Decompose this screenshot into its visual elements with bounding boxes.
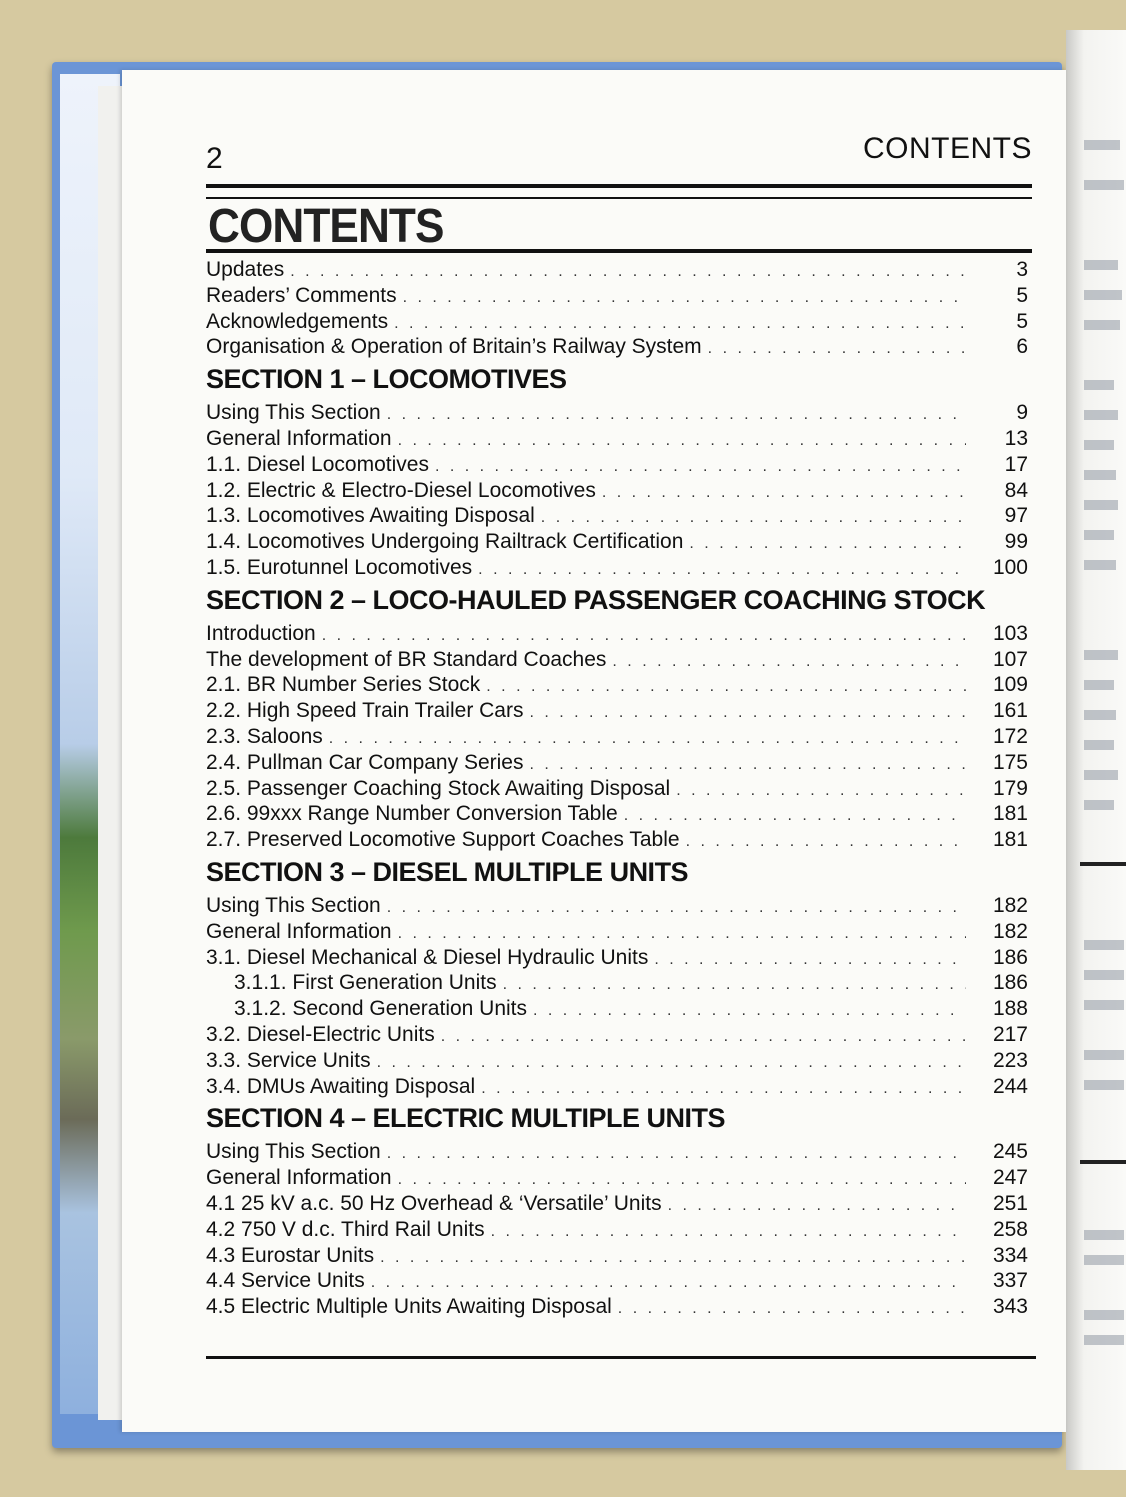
dot-leader: [322, 627, 966, 645]
dot-leader: [387, 406, 966, 424]
toc-entry-label: 1.2. Electric & Electro-Diesel Locomotives: [206, 478, 596, 502]
toc-entry-page: 186: [992, 945, 1028, 969]
toc-entry: [206, 1269, 1028, 1295]
dot-leader: [541, 509, 966, 527]
toc-entry-page: 103: [992, 621, 1028, 645]
toc-entry-label: 1.1. Diesel Locomotives: [206, 452, 429, 476]
toc-entry: [206, 335, 1028, 361]
toc-entry-page: 6: [1016, 335, 1028, 359]
toc-entry-label: 2.4. Pullman Car Company Series: [206, 750, 524, 774]
toc-entry-page: 186: [992, 971, 1028, 995]
toc-entry-label: 4.2 750 V d.c. Third Rail Units: [206, 1217, 485, 1241]
toc-entry: [206, 777, 1028, 803]
dot-leader: [618, 1300, 966, 1318]
dot-leader: [441, 1028, 966, 1046]
toc-entry-label: Using This Section: [206, 401, 381, 425]
toc-entry: [206, 401, 1028, 427]
toc-entry-page: 161: [992, 699, 1028, 723]
toc-entry: [206, 1192, 1028, 1218]
toc-entry-page: 258: [992, 1217, 1028, 1241]
toc-entry-label: 3.3. Service Units: [206, 1048, 371, 1072]
toc-entry: [206, 971, 1028, 997]
toc-entry-label: 1.4. Locomotives Undergoing Railtrack Certification: [206, 530, 684, 554]
toc-entry-label: Using This Section: [206, 1140, 381, 1164]
toc-entry-label: 4.3 Eurostar Units: [206, 1243, 375, 1267]
toc-entry: [206, 751, 1028, 777]
toc-entry-page: 181: [992, 802, 1028, 826]
toc-entry: [206, 258, 1028, 284]
toc-entry-label: 2.1. BR Number Series Stock: [206, 673, 481, 697]
dot-leader: [486, 678, 966, 696]
page-number: 2: [206, 142, 223, 175]
toc-entry-page: 337: [992, 1269, 1028, 1293]
toc-entry-label: 2.2. High Speed Train Trailer Cars: [206, 699, 524, 723]
toc-entry-label: Using This Section: [206, 893, 381, 917]
toc-entry: [206, 673, 1028, 699]
section-heading: SECTION 3 – DIESEL MULTIPLE UNITS: [206, 856, 689, 887]
toc-entry: [206, 894, 1028, 920]
dot-leader: [398, 432, 966, 450]
dot-leader: [624, 807, 966, 825]
toc-entry-label: 3.2. Diesel-Electric Units: [206, 1022, 435, 1046]
toc-entry-label: 2.6. 99xxx Range Number Conversion Table: [206, 802, 618, 826]
toc-entry-page: 244: [992, 1074, 1028, 1098]
dot-leader: [533, 1002, 966, 1020]
toc-entry-page: 179: [992, 776, 1028, 800]
toc-entry-page: 245: [992, 1140, 1028, 1164]
toc-entry: [206, 453, 1028, 479]
dot-leader: [503, 976, 966, 994]
dot-leader: [478, 561, 966, 579]
toc-entry-page: 13: [1004, 426, 1028, 450]
toc-entry-page: 9: [1016, 401, 1028, 425]
toc-entry-page: 84: [1004, 478, 1028, 502]
toc-entry-page: 343: [992, 1295, 1028, 1319]
toc-entry-label: 4.4 Service Units: [206, 1269, 365, 1293]
dot-leader: [481, 1080, 966, 1098]
section-heading: SECTION 1 – LOCOMOTIVES: [206, 364, 567, 395]
toc-entry-page: 109: [992, 673, 1028, 697]
toc-entry-label: 1.3. Locomotives Awaiting Disposal: [206, 504, 535, 528]
section-heading: SECTION 2 – LOCO-HAULED PASSENGER COACHING STOCK: [206, 584, 986, 615]
toc-entry: [206, 310, 1028, 336]
toc-entry: [206, 1166, 1028, 1192]
toc-entry: [206, 284, 1028, 310]
dot-leader: [676, 782, 966, 800]
dot-leader: [394, 315, 966, 333]
dot-leader: [435, 458, 966, 476]
toc-entry-page: 99: [1004, 530, 1028, 554]
dot-leader: [398, 1171, 966, 1189]
toc-entry: [206, 725, 1028, 751]
dot-leader: [686, 833, 966, 851]
dot-leader: [371, 1274, 966, 1292]
toc-entry-page: 181: [992, 828, 1028, 852]
toc-entry-label: Organisation & Operation of Britain’s Railway System: [206, 335, 702, 359]
dot-leader: [403, 289, 966, 307]
section-heading: SECTION 4 – ELECTRIC MULTIPLE UNITS: [206, 1103, 726, 1134]
toc-entry: [206, 1295, 1028, 1321]
toc-entry-label: 1.5. Eurotunnel Locomotives: [206, 555, 473, 579]
dot-leader: [290, 263, 966, 281]
toc-entry: [206, 479, 1028, 505]
toc-entry-page: 182: [992, 919, 1028, 943]
toc-entry: [206, 920, 1028, 946]
toc-entry-page: 188: [992, 997, 1028, 1021]
toc-entry-page: 175: [992, 750, 1028, 774]
toc-entry-page: 172: [992, 724, 1028, 748]
toc-entry-label: 3.1. Diesel Mechanical & Diesel Hydraulic Units: [206, 945, 649, 969]
dot-leader: [689, 535, 966, 553]
toc-entry: [206, 622, 1028, 648]
toc-entry-page: 247: [992, 1166, 1028, 1190]
dot-leader: [387, 899, 966, 917]
toc-entry: [206, 556, 1028, 582]
toc-entry-label: 3.1.1. First Generation Units: [234, 971, 497, 995]
dot-leader: [329, 730, 966, 748]
toc-entry: [206, 828, 1028, 854]
dot-leader: [387, 1145, 966, 1163]
toc-entry-label: Introduction: [206, 621, 316, 645]
page-title: CONTENTS: [208, 200, 444, 253]
toc-entry: [206, 1023, 1028, 1049]
toc-entry-label: Acknowledgements: [206, 309, 389, 333]
toc-entry: [206, 1075, 1028, 1101]
toc-entry-label: 4.5 Electric Multiple Units Awaiting Disposal: [206, 1295, 612, 1319]
toc-entry-label: 2.7. Preserved Locomotive Support Coaches Table: [206, 828, 680, 852]
toc-entry: [206, 699, 1028, 725]
dot-leader: [654, 951, 966, 969]
dot-leader: [708, 340, 966, 358]
dot-leader: [529, 756, 966, 774]
toc-entry-page: 5: [1016, 283, 1028, 307]
toc-entry-label: 4.1 25 kV a.c. 50 Hz Overhead & ‘Versatile’ Units: [206, 1191, 662, 1215]
dot-leader: [377, 1054, 966, 1072]
toc-entry: [206, 530, 1028, 556]
toc-entry-page: 217: [992, 1022, 1028, 1046]
toc-entry-label: 2.3. Saloons: [206, 724, 323, 748]
dot-leader: [602, 484, 966, 502]
toc-entry-page: 223: [992, 1048, 1028, 1072]
toc-entry: [206, 946, 1028, 972]
toc-entry: [206, 504, 1028, 530]
running-header: [206, 132, 1032, 188]
toc-entry: [206, 1140, 1028, 1166]
toc-entry-label: General Information: [206, 919, 392, 943]
toc-entry-label: 3.4. DMUs Awaiting Disposal: [206, 1074, 476, 1098]
toc-entry-page: 3: [1016, 258, 1028, 281]
toc-entry-label: Updates: [206, 258, 285, 281]
toc-entry-label: General Information: [206, 1166, 392, 1190]
toc-entry: [206, 427, 1028, 453]
toc-entry-label: 3.1.2. Second Generation Units: [234, 997, 528, 1021]
toc-entry-page: 107: [992, 647, 1028, 671]
toc-entry: [206, 1049, 1028, 1075]
toc-entry-label: 2.5. Passenger Coaching Stock Awaiting Disposal: [206, 776, 671, 800]
toc-entry: [206, 648, 1028, 674]
toc-entry-label: The development of BR Standard Coaches: [206, 647, 607, 671]
toc-entry-page: 251: [992, 1191, 1028, 1215]
dot-leader: [380, 1249, 966, 1267]
toc-entry-page: 97: [1004, 504, 1028, 528]
contents-title-block: [206, 197, 1032, 253]
toc-entry-label: Readers’ Comments: [206, 283, 397, 307]
running-title: CONTENTS: [863, 132, 1032, 165]
dot-leader: [612, 653, 966, 671]
toc-entry: [206, 1244, 1028, 1270]
toc-entry-label: General Information: [206, 426, 392, 450]
dot-leader: [491, 1223, 966, 1241]
toc-entry-page: 182: [992, 893, 1028, 917]
toc-entry: [206, 997, 1028, 1023]
toc-entry-page: 17: [1004, 452, 1028, 476]
dot-leader: [398, 925, 966, 943]
toc-entry-page: 5: [1016, 309, 1028, 333]
table-of-contents: [206, 258, 1028, 1321]
toc-entry-page: 334: [992, 1243, 1028, 1267]
toc-entry: [206, 1218, 1028, 1244]
bottom-rule: [206, 1356, 1036, 1359]
dot-leader: [529, 704, 966, 722]
toc-entry: [206, 802, 1028, 828]
toc-entry-page: 100: [992, 555, 1028, 579]
dot-leader: [668, 1197, 966, 1215]
facing-page-edge: [1066, 30, 1126, 1470]
